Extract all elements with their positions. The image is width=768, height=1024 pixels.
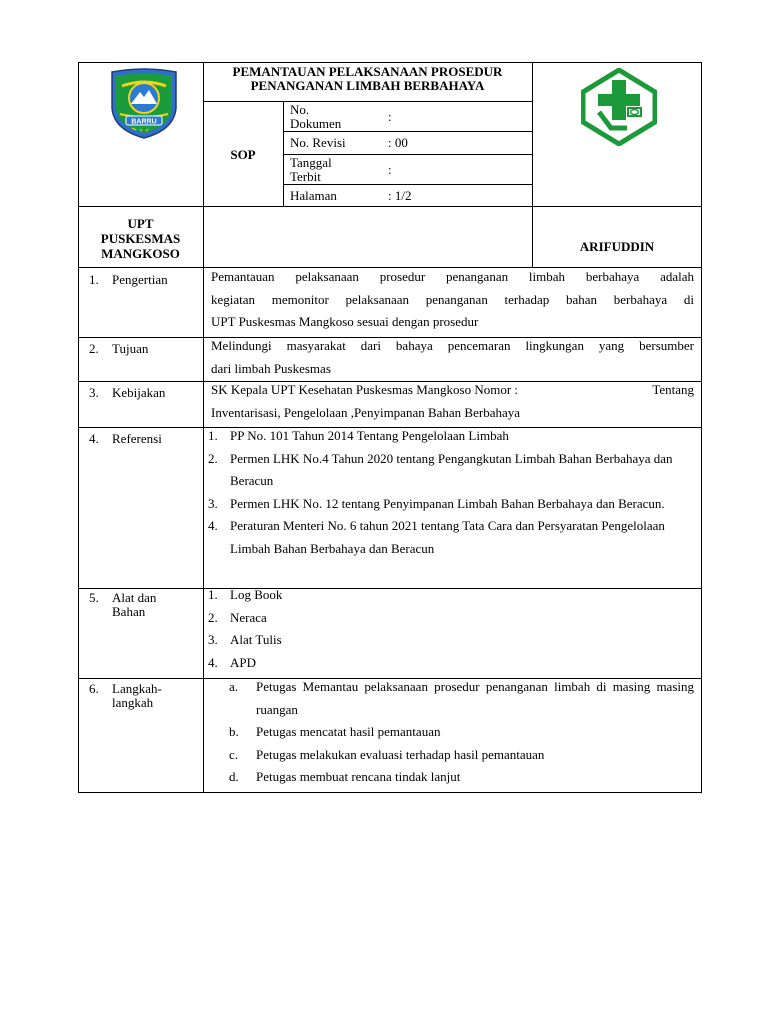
list-item-text: PP No. 101 Tahun 2014 Tentang Pengelolaan Limbah bbox=[230, 428, 509, 443]
list-item-text: APD bbox=[230, 654, 257, 670]
header-bottom-line bbox=[78, 206, 702, 207]
document-title-line-2: PENANGANAN LIMBAH BERBAHAYA bbox=[250, 78, 485, 93]
section-6-label-line-1: Langkah- bbox=[112, 681, 162, 696]
list-item-number: 2. bbox=[208, 450, 218, 466]
list-item-text: Log Book bbox=[230, 587, 283, 602]
list-item-text: Peraturan Menteri No. 6 tahun 2021 tentang Tata Cara dan Persyaratan Pengelolaan Limbah Bahan Berbahaya dan Beracun bbox=[230, 518, 665, 556]
list-item-text: Alat Tulis bbox=[230, 632, 282, 647]
section-5-label-line-2: Bahan bbox=[112, 604, 146, 619]
section-2-line-1: Melindungi masyarakat dari bahaya pencemaran lingkungan yang bersumber bbox=[211, 338, 694, 353]
list-item-text: Petugas Memantau pelaksanaan prosedur penanganan limbah di masing masing ruangan bbox=[256, 679, 694, 717]
list-item bbox=[208, 629, 678, 652]
barru-regency-shield-logo-icon bbox=[106, 68, 182, 140]
section-3-line-2: Inventarisasi, Pengelolaan ,Penyimpanan Bahan Berbahaya bbox=[211, 404, 521, 420]
list-item-number: 1. bbox=[208, 587, 218, 602]
section-2-label: Tujuan bbox=[112, 341, 149, 356]
list-item-number: 1. bbox=[208, 428, 218, 443]
issue-date-label-2: Terbit bbox=[290, 169, 321, 184]
section-3-number: 3. bbox=[89, 385, 99, 400]
sop-label: SOP bbox=[230, 147, 256, 162]
section-1-line-2: kegiatan memonitor pelaksanaan penanganan terhadap bahan berbahaya di bbox=[211, 291, 694, 307]
doc-info-line-3 bbox=[283, 184, 532, 185]
doc-number-label-2: Dokumen bbox=[290, 116, 342, 131]
org-name-line-2: PUSKESMAS bbox=[100, 231, 181, 246]
doc-info-line-1 bbox=[283, 131, 532, 132]
header-divider-right bbox=[532, 62, 533, 267]
document-title-line-1: PEMANTAUAN PELAKSANAAN PROSEDUR bbox=[232, 64, 503, 79]
revision-label: No. Revisi bbox=[290, 135, 346, 150]
title-bottom-line bbox=[203, 101, 532, 102]
section-6-number: 6. bbox=[89, 681, 99, 696]
list-item-letter: c. bbox=[229, 746, 239, 762]
doc-number-value: : bbox=[388, 109, 392, 124]
section-1-number: 1. bbox=[89, 272, 99, 287]
issue-date-value: : bbox=[388, 162, 392, 177]
section-5-list bbox=[208, 584, 678, 674]
list-item bbox=[208, 515, 678, 560]
section-3-content bbox=[211, 379, 694, 424]
section-4-label: Referensi bbox=[112, 431, 162, 446]
list-item bbox=[204, 676, 694, 721]
section-3-line-1a: SK Kepala UPT Kesehatan Puskesmas Mangkoso Nomor : bbox=[211, 382, 519, 397]
section-4-number: 4. bbox=[89, 431, 99, 446]
list-item bbox=[208, 607, 678, 630]
list-item-number: 2. bbox=[208, 609, 218, 625]
org-name-line-1: UPT bbox=[127, 216, 154, 231]
list-item bbox=[204, 744, 694, 767]
section-3-line-1b: Tentang bbox=[652, 382, 694, 397]
list-item-text: Permen LHK No.4 Tahun 2020 tentang Pengangkutan Limbah Bahan Berbahaya dan Beracun bbox=[230, 450, 673, 488]
list-item bbox=[208, 425, 678, 448]
list-item bbox=[204, 766, 694, 789]
revision-value: : 00 bbox=[388, 135, 408, 150]
list-item-number: 3. bbox=[208, 632, 218, 647]
list-item bbox=[208, 584, 678, 607]
list-item-text: Neraca bbox=[230, 609, 267, 625]
list-item-text: Petugas mencatat hasil pemantauan bbox=[256, 724, 441, 739]
list-item-text: Petugas membuat rencana tindak lanjut bbox=[256, 769, 461, 784]
section-6-list bbox=[204, 676, 694, 789]
section-6-label-line-2: langkah bbox=[112, 695, 154, 710]
section-5-number: 5. bbox=[89, 590, 99, 605]
list-item-number: 3. bbox=[208, 495, 218, 511]
list-item-text: Permen LHK No. 12 tentang Penyimpanan Limbah Bahan Berbahaya dan Beracun. bbox=[230, 495, 665, 511]
list-item-letter: d. bbox=[229, 769, 239, 784]
org-name-line-3: MANGKOSO bbox=[101, 246, 180, 261]
section-3-label: Kebijakan bbox=[112, 385, 166, 400]
list-item-letter: b. bbox=[229, 724, 239, 739]
puskesmas-health-cross-logo-icon bbox=[581, 68, 657, 146]
issue-date-label-1: Tanggal bbox=[290, 155, 332, 170]
page-label: Halaman bbox=[290, 188, 337, 203]
list-item bbox=[208, 652, 678, 675]
doc-number-label-1: No. bbox=[290, 102, 310, 117]
list-item bbox=[208, 448, 678, 493]
section-1-content bbox=[211, 266, 694, 334]
list-item-letter: a. bbox=[229, 679, 239, 694]
page-value: : 1/2 bbox=[388, 188, 412, 203]
section-1-label: Pengertian bbox=[112, 272, 168, 287]
signatory-name: ARIFUDDIN bbox=[579, 239, 655, 254]
list-item-number: 4. bbox=[208, 518, 218, 533]
list-item-number: 4. bbox=[208, 654, 218, 670]
section-2-content bbox=[211, 335, 694, 380]
section-5-label-line-1: Alat dan bbox=[112, 590, 157, 605]
section-2-number: 2. bbox=[89, 341, 99, 356]
section-4-list bbox=[208, 425, 678, 560]
section-2-line-2: dari limbah Puskesmas bbox=[211, 360, 331, 376]
section-1-line-1: Pemantauan pelaksanaan prosedur penanganan limbah berbahaya adalah bbox=[211, 269, 694, 284]
list-item-text: Petugas melakukan evaluasi terhadap hasil pemantauan bbox=[256, 746, 545, 762]
section-1-line-3: UPT Puskesmas Mangkoso sesuai dengan prosedur bbox=[211, 314, 479, 329]
list-item bbox=[208, 493, 678, 516]
list-item bbox=[204, 721, 694, 744]
logo-text: BARRU bbox=[131, 118, 157, 126]
